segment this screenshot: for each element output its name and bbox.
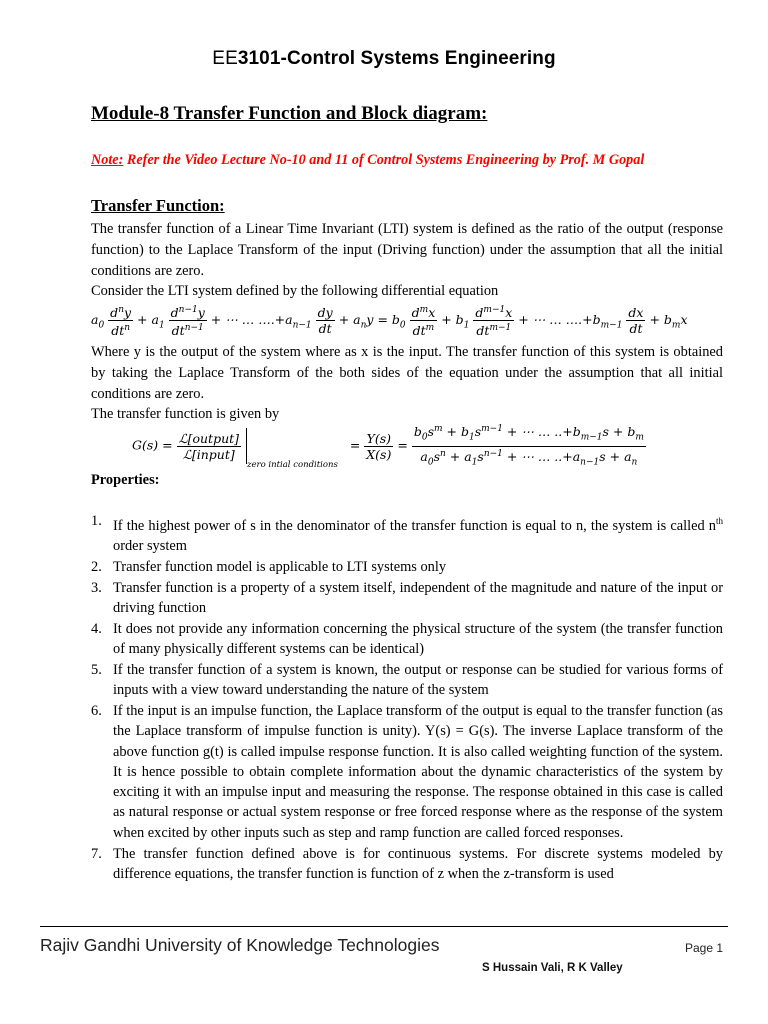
where-paragraph: Where y is the output of the system where as x is the input. The transfer function of this system is obtained by taking the Laplace Transform of the both sides of the equation under the assumption that all initial conditions are zero. <box>91 344 723 402</box>
note-text: Refer the Video Lecture No-10 and 11 of Control Systems Engineering by Prof. M Gopal <box>123 152 645 168</box>
course-prefix: EE <box>212 48 238 69</box>
footer-divider <box>40 926 728 927</box>
list-item: 5. If the transfer function of a system is known, the output or response can be studied for various forms of inputs with a view toward understanding the nature of the system <box>91 661 723 699</box>
list-item: 4. It does not provide any information concerning the physical structure of the system (the transfer function of many physically different systems can be identical) <box>91 620 723 658</box>
zero-initial-conditions-subscript: zero intial conditions <box>247 460 338 471</box>
list-item: 6. If the input is an impulse function, the Laplace transform of the output is equal to the transfer function (as the Laplace transform of impulse function is unity). Y(s) = G(s). The inverse Laplace transform of the above function g(t) is called impulse response function. It is also called weighting function of the system. It is hence possible to obtain complete information about the dynamic characteristics of the system by exciting it with an impulse input and measuring the response. The response obtained in this case is called as natural response or actual system response or free forced response where as the response of the system when excited by other inputs such as step and ramp function are called forced responses. <box>91 702 723 841</box>
differential-equation: $a_0$ $\frac{d^ny}{dt^n}$ + $a_1$ $\frac{d^{n-1}y}{dt^{n-1}}$ + ⋯ … $\dots.+a_{n-1}$ $\frac{dy}{dt}$ + $a_ny = b_0$ $\frac{d^mx}{dt^m}$ + $b_1$ $\frac{d^{m-1}x}{dt^{m-1}}$ + ⋯ … $\dots.+b_{m-1}$ $\frac{dx}{dt}$ + $b_mx$ <box>91 305 688 339</box>
note-label: Note: <box>91 152 124 168</box>
list-item: 7. The transfer function defined above is for continuous systems. For discrete systems modeled by difference equations, the transfer function is function of z when the z-transform is used <box>91 845 723 882</box>
given-by-line: The transfer function is given by <box>91 406 280 422</box>
footer-university: Rajiv Gandhi University of Knowledge Technologies <box>40 935 440 955</box>
page-header-title <box>0 48 768 70</box>
list-item: 1. If the highest power of s in the denominator of the transfer function is equal to n, the system is called $n^{th}$ order system <box>91 513 723 555</box>
footer-page-number: Page 1 <box>685 941 724 955</box>
list-item: 2. Transfer function model is applicable to LTI systems only <box>91 558 447 575</box>
intro-paragraph: The transfer function of a Linear Time Invariant (LTI) system is defined as the ratio of the output (response function) to the Laplace Transform of the input (Driving function) under the assumption that all the initial conditions are zero. <box>91 221 723 279</box>
transfer-function-equation: G(s) = $\frac{\text{ℒ[output]}}{\text{ℒ[input]}}$ zero intial conditions = $\frac{Y(s)}{X(s)}$ = $\frac{b_0s^m + b_1s^{m-1} + \cdots \dots ..+b_{m-1}s + b_m}{a_0s^n + a_1s^{n-1} + \cdots \dots ..+a_{n-1}s + a_n}$ <box>132 424 644 471</box>
properties-title: Properties: <box>91 472 160 488</box>
footer-author: S Hussain Vali, R K Valley <box>482 962 623 974</box>
consider-line: Consider the LTI system defined by the following differential equation <box>91 283 499 299</box>
section-title: Transfer Function: <box>91 196 225 215</box>
module-title: Module-8 Transfer Function and Block diagram: <box>91 103 488 124</box>
list-item: 3. Transfer function is a property of a system itself, independent of the magnitude and nature of the input or driving function <box>91 579 723 616</box>
properties-list <box>91 511 723 885</box>
course-name: 3101-Control Systems Engineering <box>237 48 556 69</box>
lecture-note <box>91 152 731 169</box>
